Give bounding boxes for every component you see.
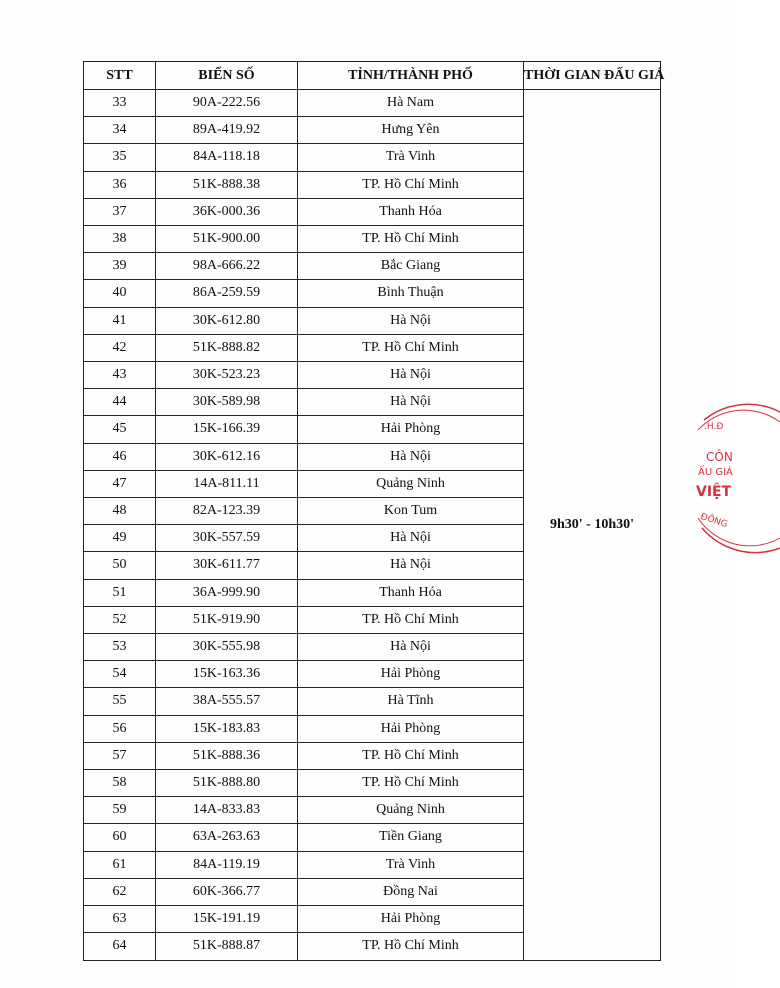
row-stt: 50 <box>84 552 156 579</box>
row-province: Hải Phòng <box>298 661 524 688</box>
row-plate: 14A-811.11 <box>156 470 298 497</box>
row-province: TP. Hồ Chí Minh <box>298 226 524 253</box>
row-province: TP. Hồ Chí Minh <box>298 742 524 769</box>
row-province: Thanh Hóa <box>298 579 524 606</box>
seal-text-top: .H.Đ <box>704 422 724 432</box>
row-province: Hà Nội <box>298 389 524 416</box>
red-seal-stamp <box>690 410 780 550</box>
row-plate: 51K-888.80 <box>156 770 298 797</box>
row-stt: 47 <box>84 470 156 497</box>
row-plate: 84A-119.19 <box>156 851 298 878</box>
header-plate: BIỂN SỐ <box>156 62 298 90</box>
table-row <box>84 90 661 117</box>
row-stt: 52 <box>84 606 156 633</box>
seal-text-line1: CÔN <box>706 450 733 464</box>
row-province: Hà Nội <box>298 525 524 552</box>
row-stt: 60 <box>84 824 156 851</box>
row-stt: 33 <box>84 90 156 117</box>
row-province: Trà Vinh <box>298 851 524 878</box>
row-plate: 38A-555.57 <box>156 688 298 715</box>
row-stt: 44 <box>84 389 156 416</box>
row-province: Hà Nội <box>298 552 524 579</box>
row-plate: 86A-259.59 <box>156 280 298 307</box>
row-plate: 15K-183.83 <box>156 715 298 742</box>
row-province: Hưng Yên <box>298 117 524 144</box>
row-province: Thanh Hóa <box>298 198 524 225</box>
row-plate: 30K-557.59 <box>156 525 298 552</box>
row-plate: 51K-888.36 <box>156 742 298 769</box>
row-plate: 82A-123.39 <box>156 498 298 525</box>
row-province: Hà Nội <box>298 443 524 470</box>
row-plate: 30K-555.98 <box>156 634 298 661</box>
row-stt: 36 <box>84 171 156 198</box>
row-stt: 42 <box>84 334 156 361</box>
row-province: Kon Tum <box>298 498 524 525</box>
row-stt: 61 <box>84 851 156 878</box>
row-province: Quảng Ninh <box>298 470 524 497</box>
header-time: THỜI GIAN ĐẤU GIÁ <box>524 62 661 90</box>
row-province: TP. Hồ Chí Minh <box>298 334 524 361</box>
row-province: TP. Hồ Chí Minh <box>298 606 524 633</box>
row-stt: 57 <box>84 742 156 769</box>
row-province: Bình Thuận <box>298 280 524 307</box>
row-stt: 46 <box>84 443 156 470</box>
row-plate: 30K-523.23 <box>156 362 298 389</box>
row-plate: 51K-888.87 <box>156 933 298 960</box>
row-province: TP. Hồ Chí Minh <box>298 933 524 960</box>
row-plate: 15K-191.19 <box>156 906 298 933</box>
row-stt: 35 <box>84 144 156 171</box>
license-plate-auction-table <box>83 61 665 961</box>
row-plate: 89A-419.92 <box>156 117 298 144</box>
row-province: Hà Nam <box>298 90 524 117</box>
row-stt: 62 <box>84 878 156 905</box>
row-province: Hà Tĩnh <box>298 688 524 715</box>
row-plate: 51K-888.38 <box>156 171 298 198</box>
row-province: Hà Nội <box>298 362 524 389</box>
row-plate: 36A-999.90 <box>156 579 298 606</box>
row-province: Quảng Ninh <box>298 797 524 824</box>
row-province: Trà Vinh <box>298 144 524 171</box>
seal-text-bottom: ĐÔNG <box>699 511 729 531</box>
row-stt: 59 <box>84 797 156 824</box>
row-province: Hà Nội <box>298 307 524 334</box>
row-plate: 15K-163.36 <box>156 661 298 688</box>
row-plate: 51K-888.82 <box>156 334 298 361</box>
header-stt: STT <box>84 62 156 90</box>
row-province: Hà Nội <box>298 634 524 661</box>
row-plate: 30K-611.77 <box>156 552 298 579</box>
row-province: Hải Phòng <box>298 715 524 742</box>
row-plate: 90A-222.56 <box>156 90 298 117</box>
row-stt: 34 <box>84 117 156 144</box>
row-province: Tiền Giang <box>298 824 524 851</box>
table-header-row <box>84 62 661 90</box>
row-province: Hải Phòng <box>298 906 524 933</box>
row-stt: 53 <box>84 634 156 661</box>
row-stt: 63 <box>84 906 156 933</box>
row-stt: 37 <box>84 198 156 225</box>
row-plate: 30K-612.80 <box>156 307 298 334</box>
row-stt: 49 <box>84 525 156 552</box>
row-plate: 63A-263.63 <box>156 824 298 851</box>
row-province: Hải Phòng <box>298 416 524 443</box>
seal-text-line3: VIỆT <box>696 484 732 500</box>
row-province: TP. Hồ Chí Minh <box>298 770 524 797</box>
table-body <box>84 90 661 961</box>
row-province: TP. Hồ Chí Minh <box>298 171 524 198</box>
row-stt: 64 <box>84 933 156 960</box>
auction-time-cell: 9h30' - 10h30' <box>524 90 661 961</box>
row-plate: 30K-612.16 <box>156 443 298 470</box>
row-plate: 84A-118.18 <box>156 144 298 171</box>
row-stt: 45 <box>84 416 156 443</box>
row-plate: 51K-919.90 <box>156 606 298 633</box>
row-plate: 60K-366.77 <box>156 878 298 905</box>
row-stt: 38 <box>84 226 156 253</box>
row-plate: 51K-900.00 <box>156 226 298 253</box>
row-stt: 55 <box>84 688 156 715</box>
row-stt: 43 <box>84 362 156 389</box>
row-plate: 36K-000.36 <box>156 198 298 225</box>
row-stt: 58 <box>84 770 156 797</box>
row-stt: 56 <box>84 715 156 742</box>
row-stt: 51 <box>84 579 156 606</box>
row-plate: 98A-666.22 <box>156 253 298 280</box>
row-plate: 14A-833.83 <box>156 797 298 824</box>
row-stt: 41 <box>84 307 156 334</box>
header-province: TỈNH/THÀNH PHỐ <box>298 62 524 90</box>
row-stt: 40 <box>84 280 156 307</box>
row-stt: 54 <box>84 661 156 688</box>
row-plate: 30K-589.98 <box>156 389 298 416</box>
seal-text-line2: ẤU GIÁ <box>698 467 733 478</box>
row-province: Đồng Nai <box>298 878 524 905</box>
row-stt: 48 <box>84 498 156 525</box>
row-province: Bắc Giang <box>298 253 524 280</box>
row-stt: 39 <box>84 253 156 280</box>
row-plate: 15K-166.39 <box>156 416 298 443</box>
